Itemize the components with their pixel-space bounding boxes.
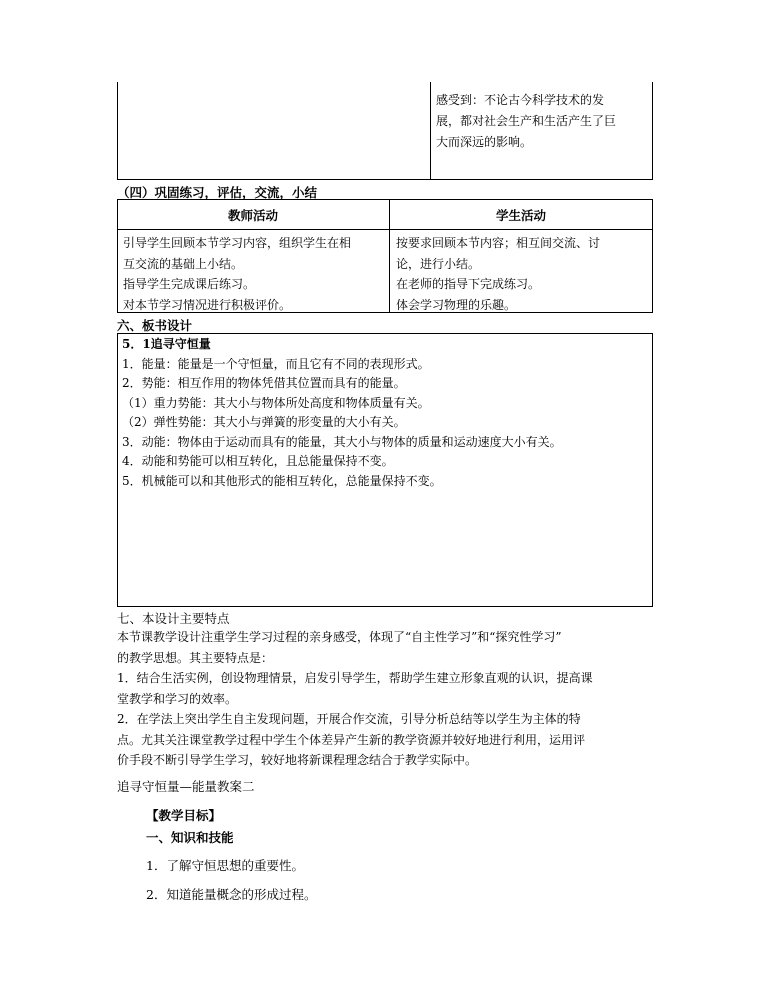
text-line: 点。尤其关注课堂教学过程中学生个体差异产生新的教学资源并较好地进行利用，运用评 <box>117 732 586 747</box>
top-table-right-cell <box>436 90 616 153</box>
plan2-title: 追寻守恒量—能量教案二 <box>117 779 255 794</box>
text-line: 2．在学法上突出学生自主发现问题，开展合作交流，引导分析总结等以学生为主体的特 <box>117 712 581 726</box>
student-activity-header: 学生活动 <box>495 208 546 223</box>
student-activity-cell <box>396 233 600 315</box>
text-line: 按要求回顾本节内容；相互间交流、讨 <box>396 236 601 250</box>
board-line: 1．能量：能量是一个守恒量，而且它有不同的表现形式。 <box>122 356 430 371</box>
top-table-divider <box>430 82 431 180</box>
text-line: 大而深远的影响。 <box>436 135 533 149</box>
board-title: 5．1追寻守恒量 <box>122 337 211 351</box>
text-line: 的教学思想。其主要特点是： <box>117 650 274 665</box>
board-design-content <box>122 335 562 491</box>
activity-table-header-line <box>117 229 653 230</box>
text-line: 价手段不断引导学生学习，较好地将新课程理念结合于教学实际中。 <box>117 753 478 767</box>
text-line: 本节课教学设计注重学生学习过程的亲身感受，体现了“自主性学习”和“探究性学习” <box>117 630 562 644</box>
section7-body <box>117 627 593 771</box>
board-line: （2）弹性势能：其大小与弹簧的形变量的大小有关。 <box>122 415 406 429</box>
teacher-activity-cell <box>123 233 351 315</box>
section6-title: 六、板书设计 <box>117 318 193 333</box>
plan2-item-1: 1．了解守恒思想的重要性。 <box>146 858 304 873</box>
text-line: 体会学习物理的乐趣。 <box>396 297 517 312</box>
text-line: 论，进行小结。 <box>396 256 481 271</box>
board-line: 5．机械能可以和其他形式的能相互转化，总能量保持不变。 <box>122 473 442 488</box>
board-line: 2．势能：相互作用的物体凭借其位置而具有的能量。 <box>122 376 406 390</box>
section4-title: （四）巩固练习，评估，交流，小结 <box>117 185 318 200</box>
text-line: 展，都对社会生产和生活产生了巨 <box>436 114 617 128</box>
text-line: 堂教学和学习的效率。 <box>117 691 238 706</box>
teacher-activity-header: 教师活动 <box>227 208 278 223</box>
text-line: 互交流的基础上小结。 <box>123 256 244 271</box>
text-line: 在老师的指导下完成练习。 <box>396 277 541 291</box>
text-line: 1．结合生活实例，创设物理情景，启发引导学生，帮助学生建立形象直观的认识，提高课 <box>117 671 593 685</box>
text-line: 指导学生完成课后练习。 <box>123 277 256 291</box>
board-line: （1）重力势能：其大小与物体所处高度和物体质量有关。 <box>122 395 430 410</box>
board-line: 4．动能和势能可以相互转化，且总能量保持不变。 <box>122 454 394 468</box>
board-line: 3．动能：物体由于运动而具有的能量，其大小与物体的质量和运动速度大小有关。 <box>122 434 562 449</box>
text-line: 引导学生回顾本节学习内容，组织学生在相 <box>123 236 352 250</box>
plan2-knowledge-heading: 一、知识和技能 <box>146 830 234 845</box>
plan2-objectives: 【教学目标】 <box>146 808 222 823</box>
section7-title: 七、本设计主要特点 <box>117 611 230 626</box>
plan2-item-2: 2．知道能量概念的形成过程。 <box>146 887 317 902</box>
text-line: 感受到：不论古今科学技术的发 <box>436 93 605 107</box>
text-line: 对本节学习情况进行积极评价。 <box>123 297 292 312</box>
